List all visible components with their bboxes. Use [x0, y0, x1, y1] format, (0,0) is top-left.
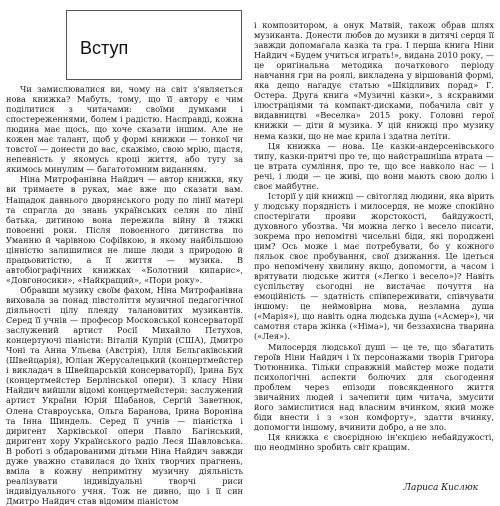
- left-column: [6, 84, 243, 506]
- author-signature: Лариса Кислюк: [403, 483, 478, 493]
- paragraph: Милосердя людської душі — це те, що збагатить героїв Ніни Найдич і їх персонажами творів Григора Тютюнника. Тільки справжній майстер може подати психологічні аспекти болючих для сьогодення проблем через епізоди повсякденного життя звичайних людей і зачепити цим читача, змусити його замислитися над власним вчинком, який може біди внести і з «зон комфорту», здатти вчинку, допомогти іншому, вчинити добро, а не зло.: [254, 341, 494, 432]
- paragraph: Ця книжка — нова. Це казки-андерсенівського типу, казки-притчі про те, що найстрашніша втрата — це втрата сумління, про те, що все навколо нас — і речі, і люди — це живі, що вони мають свою долю і своє майбутнє.: [254, 140, 494, 191]
- right-column: [254, 20, 494, 452]
- paragraph: Історії у цій книжці — світогляд людини, яка вірить у людську порядність і милосердя, не може спокійно спостерігати прояви жорстокості, байдужості, духовного убозтва. Чи можна легко і весело писати, зокрема про непомітні чисельні біди, які породжені цим? Ось може і має потребувати, бо у кожного ляльок своє пробування, свої дзижання. Це ідеться про непомічену хвилину якщо, допомогти, а часом і врятувати людське життя («Легко і весело»)? Навіть суспільству сьогодні не вистачає почуття на емоційність — здатність співпереживати, співчувати іншому: це неймовірна мова, незламна душа («Марія»), що навіть одна людська душа («Асмер»), чи самотня стара жінка («Німа»), чи беззахисна тварина («Лея»).: [254, 190, 494, 342]
- paragraph: Ця книжка є своєрідною ін'єкцією небайдужості, що неодмінно зробить світ кращим.: [254, 431, 494, 452]
- paragraph: Чи замислювалися ви, чому на світ з'являється нова книжка? Мабуть, тому, що її автору є чим поділитися з читачами: своїми думками і спостереженнями, болем і радістю. Насправді, кожна людина має щось, що хоче сказати іншим. Але не кожен має талант, щоб у формі книжки — тонкої чи товстої — донести до вас, скажімо, свою мрію, щастя, непевність у якомусь кроці життя, або тугу за якимось минулим — багатотомним виданням.: [6, 84, 243, 175]
- page-title: Вступ: [80, 38, 129, 58]
- paragraph: і композитором, а онук Матвій, також обрав шлях музиканта. Донести любов до музики в дитячі серця її завжди допомагала казка та гра. І перша книга Ніни Найдич «Будем учиться играть!», видана 2010 року, — це оригінальна методика початкового періоду навчання гри на роялі, викладена у віршованій формі, яка дещо нагадує статью «Шкідливих порад» Г. Остера. Друга книга «Музичні казки», з яскравими ілюстраціями та компакт-дисками, побачила світ у видавництві «Веселка» 2015 року. Головні герої книжки — діти й музика. У цій книжці про музику нема казки, що не має крила і здатна летіти.: [254, 20, 494, 141]
- paragraph: Обравши музику своїм фахом, Ніна Митрофанівна виховала за понад півстоліття музичної педагогічної діяльності цілу плеяду талановитих музикантів. Серед її учнів — професор Московської консерваторії заслужений артист Росії Михайло Пєтухов, концертуючі піаністи: Віталій Купрій (США), Дмитро Чоні та Анна Ульєва (Австрія), Ілля Бєльгаківський (Швейцарія), Юліан Жерусалецький (концертмейстер і викладач в Швейцарській консерваторії), Ірина Бух (концертмейстер Берлінської опери). З класу Ніни Найдич вийшли відомі концертмейстери: заслужений артист України Юрій Шабанов, Сергій Заветнюк, Олена Ставроуська, Ольга Баранова, Ірина Вороніна та Інна Шиндель. Серед її учнів — піаністка і диригент Харківської опери Павло Багінський, диригент хору Українського радіо Леся Шавловська. В роботі з обдарованими дітьми Ніна Найдич завжди дуже уважно ставилася до їхніх творчих прагнень, вміла в кожну непримітну музичну діяльність реалізувати індивідуальні творчі риси індивідуального учня. Тож не дивно, що і її син Дмитро Найдич став відомим піаністом: [6, 284, 243, 506]
- paragraph: Ніна Митрофанівна Найдич — автор книжки, яку ви тримаєте в руках, має вже що сказати вам. Нащадок давнього дворянського роду по лінії матері та спрагла до знань українських селян по лінії батька, дитиною вона пережила війну й тяжкі повоєнні роки. Після повоєнного дитинства по Уманню й чарівною Софіївкою, в якому найбільшою цінністю залишилися не лише люди з природою й працьовитістю, а її життя — музика. В автобіографічних книжках «Болотний кипарис», «Довгоносики», «Найкращий», «Пори року».: [6, 174, 243, 285]
